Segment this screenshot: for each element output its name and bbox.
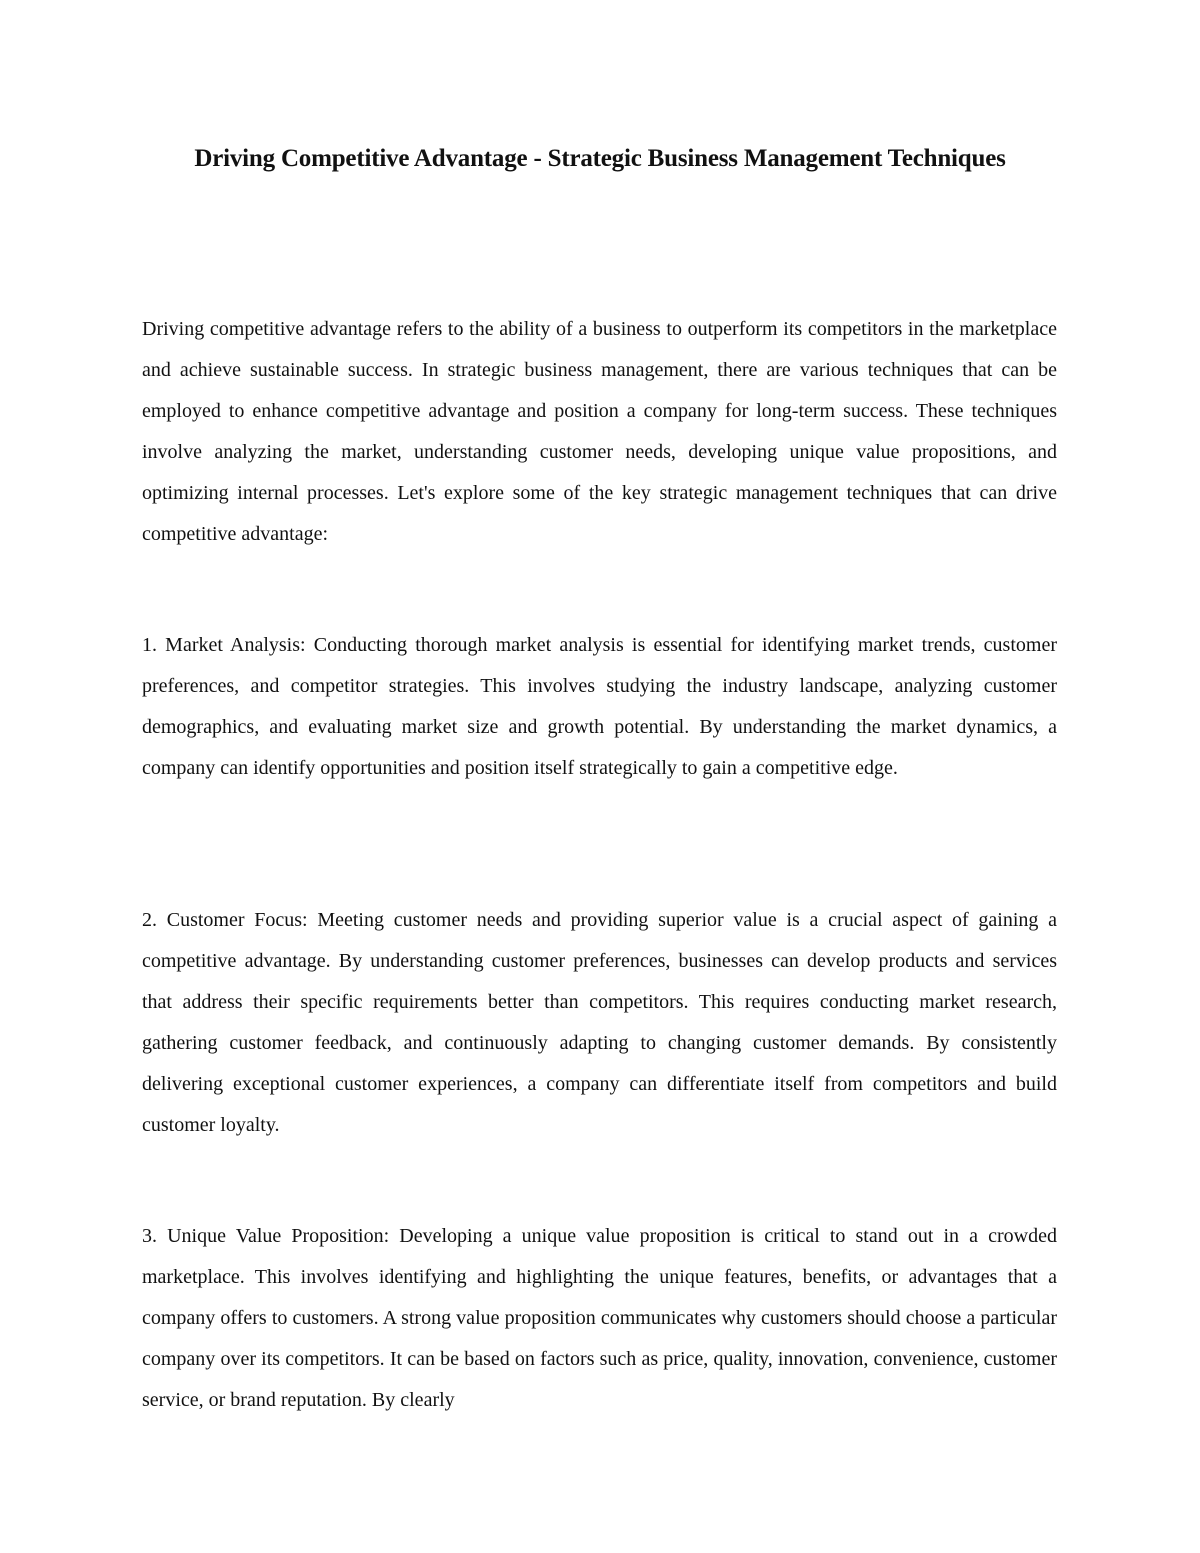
paragraph-introduction: Driving competitive advantage refers to the ability of a business to outperform its competitors in the marketplace and achieve sustainable success. In strategic business management, there are various techniques that can be employed to enhance competitive advantage and position a company for long-term success. These techniques involve analyzing the market, understanding customer needs, developing unique value propositions, and optimizing internal processes. Let's explore some of the key strategic management techniques that can drive competitive advantage: — [142, 318, 1057, 545]
paragraph-customer-focus: 2. Customer Focus: Meeting customer needs and providing superior value is a crucial aspect of gaining a competitive advantage. By understanding customer preferences, businesses can develop products and services that address their specific requirements better than competitors. This requires conducting market research, gathering customer feedback, and continuously adapting to changing customer demands. By consistently delivering exceptional customer experiences, a company can differentiate itself from competitors and build customer loyalty. — [142, 909, 1057, 1136]
paragraph-unique-value-proposition: 3. Unique Value Proposition: Developing a unique value proposition is critical to stand out in a crowded marketplace. This involves identifying and highlighting the unique features, benefits, or advantages that a company offers to customers. A strong value proposition communicates why customers should choose a particular company over its competitors. It can be based on factors such as price, quality, innovation, convenience, customer service, or brand reputation. By clearly — [142, 1225, 1057, 1411]
paragraph-market-analysis: 1. Market Analysis: Conducting thorough market analysis is essential for identifying market trends, customer preferences, and competitor strategies. This involves studying the industry landscape, analyzing customer demographics, and evaluating market size and growth potential. By understanding the market dynamics, a company can identify opportunities and position itself strategically to gain a competitive edge. — [142, 634, 1057, 779]
document-title: Driving Competitive Advantage - Strategic Business Management Techniques — [194, 145, 1006, 172]
